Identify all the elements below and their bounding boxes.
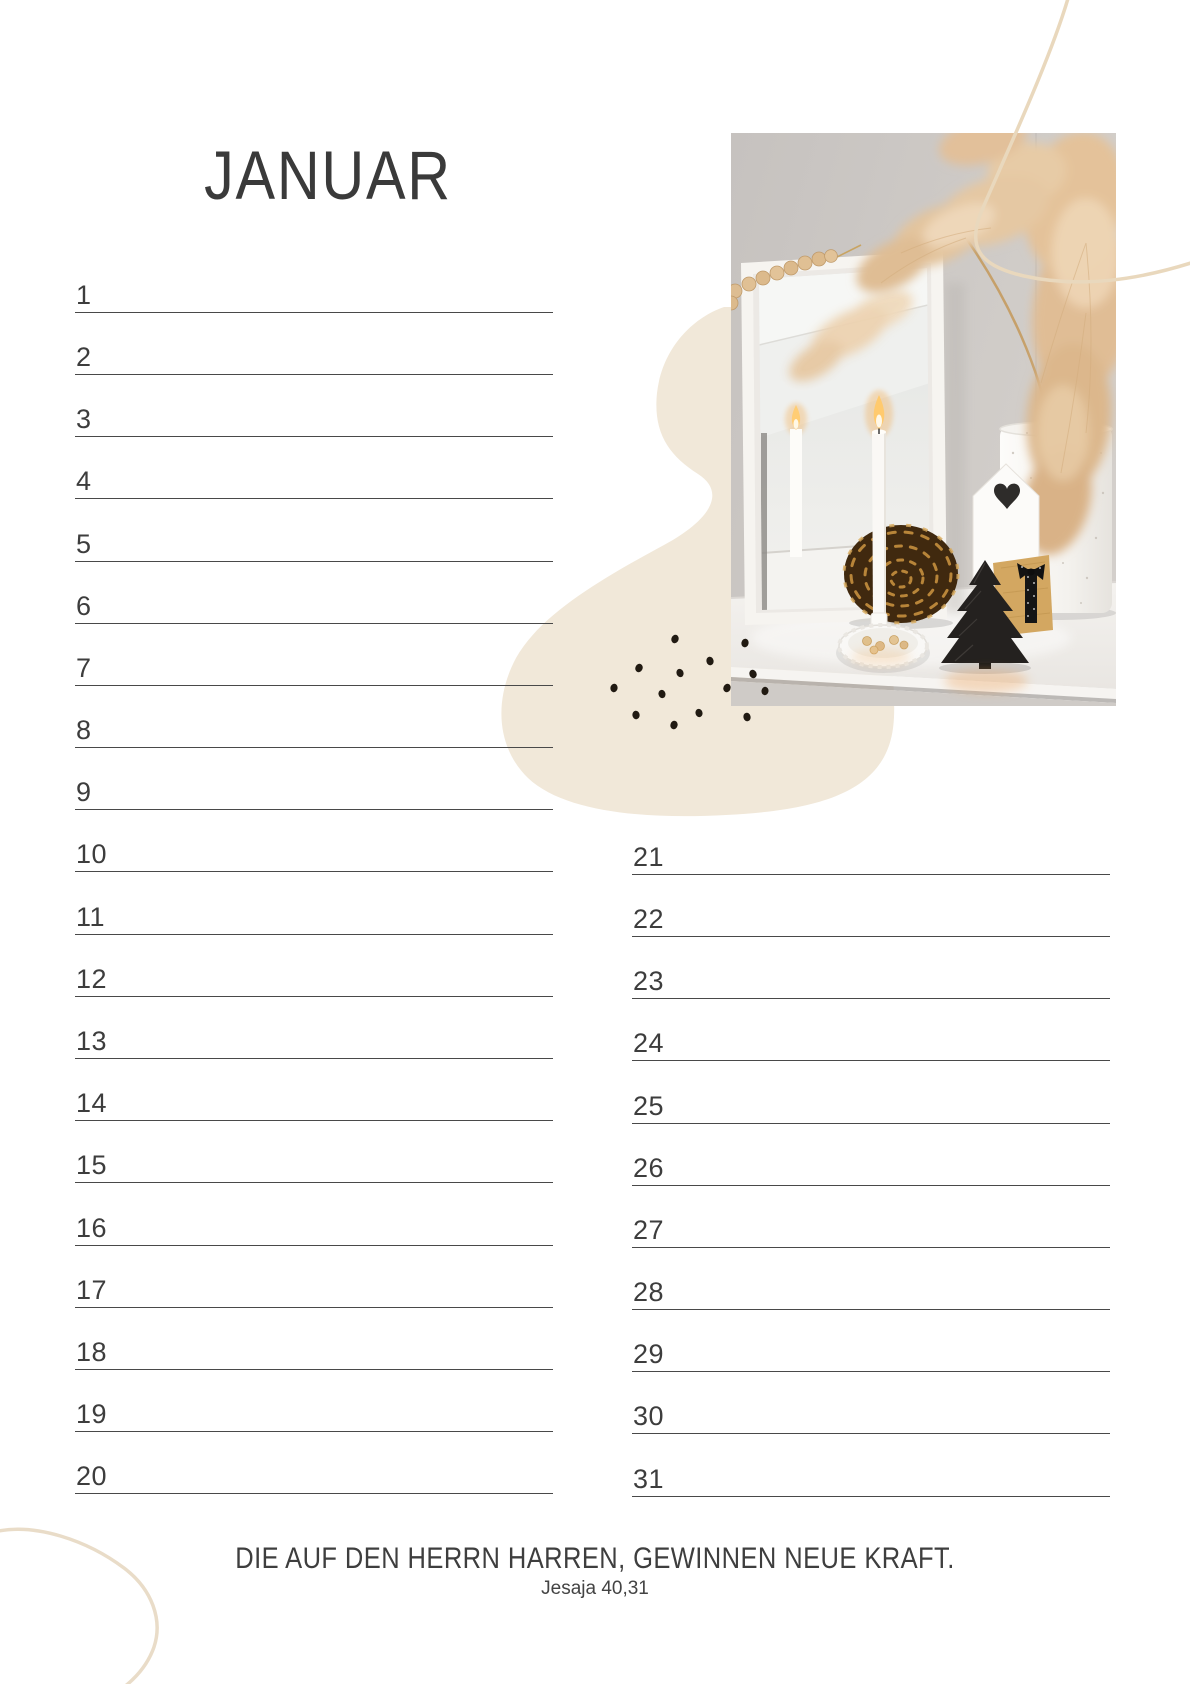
day-column-right <box>632 813 1110 1497</box>
day-row <box>75 872 553 934</box>
day-number: 24 <box>633 1028 665 1059</box>
day-number: 1 <box>76 279 92 310</box>
day-number: 30 <box>633 1401 665 1432</box>
day-number: 19 <box>76 1399 108 1430</box>
scatter-dots <box>610 634 769 730</box>
day-number: 22 <box>633 903 665 934</box>
bible-verse: DIE AUF DEN HERRN HARREN, GEWINNEN NEUE KRAFT. <box>235 1542 955 1575</box>
day-number: 25 <box>633 1090 665 1121</box>
day-number: 27 <box>633 1214 665 1245</box>
page-title: JANUAR <box>204 137 452 214</box>
day-number: 3 <box>76 404 92 435</box>
day-row <box>75 1121 553 1183</box>
day-row <box>75 810 553 872</box>
day-number: 6 <box>76 590 92 621</box>
day-number: 28 <box>633 1277 665 1308</box>
day-number: 20 <box>76 1461 108 1492</box>
day-row <box>75 997 553 1059</box>
day-row <box>75 1308 553 1370</box>
day-number: 13 <box>76 1026 108 1057</box>
day-number: 29 <box>633 1339 665 1370</box>
day-number: 12 <box>76 963 108 994</box>
day-row <box>75 1432 553 1494</box>
day-number: 11 <box>76 901 106 932</box>
day-row <box>75 562 553 624</box>
curve-top-right <box>976 0 1190 282</box>
day-row <box>632 813 1110 875</box>
day-number: 8 <box>76 715 92 746</box>
day-row <box>632 1061 1110 1123</box>
day-row <box>75 1059 553 1121</box>
day-number: 18 <box>76 1336 108 1367</box>
day-number: 17 <box>76 1274 108 1305</box>
day-number: 9 <box>76 777 92 808</box>
day-number: 7 <box>76 652 92 683</box>
day-row <box>632 1310 1110 1372</box>
day-row <box>632 1248 1110 1310</box>
day-number: 2 <box>76 341 92 372</box>
day-row <box>632 1372 1110 1434</box>
day-row <box>632 1186 1110 1248</box>
day-row <box>632 999 1110 1061</box>
day-row <box>75 251 553 313</box>
day-row <box>75 1370 553 1432</box>
day-row <box>75 437 553 499</box>
day-number: 4 <box>76 466 92 497</box>
day-number: 16 <box>76 1212 108 1243</box>
day-number: 23 <box>633 966 665 997</box>
day-number: 10 <box>76 839 108 870</box>
day-row <box>75 375 553 437</box>
day-row <box>632 937 1110 999</box>
day-number: 15 <box>76 1150 108 1181</box>
day-number: 5 <box>76 528 92 559</box>
verse-reference: Jesaja 40,31 <box>541 1578 649 1599</box>
day-row <box>75 624 553 686</box>
day-row <box>632 875 1110 937</box>
day-row <box>75 1246 553 1308</box>
day-number: 31 <box>633 1463 665 1494</box>
day-row <box>632 1124 1110 1186</box>
day-number: 21 <box>633 841 665 872</box>
day-row <box>75 1183 553 1245</box>
day-row <box>75 935 553 997</box>
day-row <box>75 686 553 748</box>
day-number: 26 <box>633 1152 665 1183</box>
day-row <box>75 499 553 561</box>
day-row <box>75 313 553 375</box>
day-column-left <box>75 251 553 1495</box>
day-number: 14 <box>76 1088 108 1119</box>
day-row <box>75 748 553 810</box>
day-row <box>632 1434 1110 1496</box>
